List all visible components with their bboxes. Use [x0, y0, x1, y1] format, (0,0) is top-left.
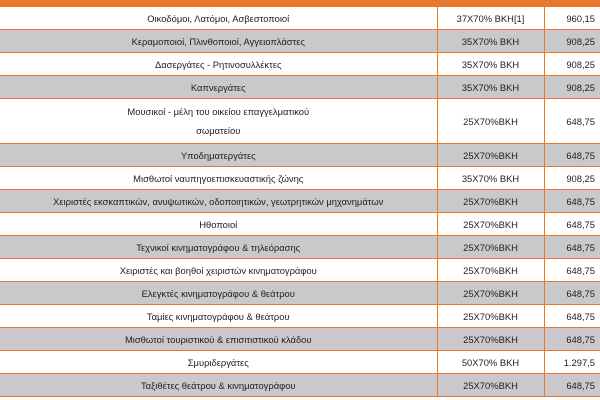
formula-cell: 25X70%ΒΚΗ	[437, 305, 544, 328]
formula-cell: 25X70%ΒΚΗ	[437, 328, 544, 351]
table-row	[0, 305, 600, 328]
table-row	[0, 99, 600, 144]
formula-cell: 25X70%ΒΚΗ	[437, 190, 544, 213]
formula-cell: 25X70%ΒΚΗ	[437, 213, 544, 236]
amount-cell: 648,75	[544, 190, 600, 213]
formula-cell: 25X70%ΒΚΗ	[437, 99, 544, 144]
amount-cell: 960,15	[544, 7, 600, 30]
table-row	[0, 282, 600, 305]
formula-cell: 25X70%ΒΚΗ	[437, 144, 544, 167]
amount-cell: 648,75	[544, 236, 600, 259]
occupation-cell: Μισθωτοί ναυπηγοεπισκευαστικής ζώνης	[0, 167, 437, 190]
amount-cell: 648,75	[544, 213, 600, 236]
amount-cell: 648,75	[544, 259, 600, 282]
amount-cell: 1.297,5	[544, 351, 600, 374]
table-row	[0, 53, 600, 76]
occupation-text: Μουσικοί - μέλη του οικείου επαγγελματικού σωματείου	[127, 106, 310, 136]
occupation-cell: Ελεγκτές κινηματογράφου & θεάτρου	[0, 282, 437, 305]
formula-cell: 25X70%ΒΚΗ	[437, 282, 544, 305]
formula-cell: 35X70% ΒΚΗ	[437, 76, 544, 99]
occupation-cell: Ηθοποιοί	[0, 213, 437, 236]
amount-cell: 648,75	[544, 374, 600, 397]
amount-cell: 648,75	[544, 282, 600, 305]
table-row	[0, 351, 600, 374]
occupation-cell: Μισθωτοί τουριστικού & επισιτιστικού κλάδου	[0, 328, 437, 351]
table-row	[0, 190, 600, 213]
occupation-cell: Ταξιθέτες θεάτρου & κινηματογράφου	[0, 374, 437, 397]
occupation-cell: Υποδηματεργάτες	[0, 144, 437, 167]
table-row	[0, 328, 600, 351]
formula-cell: 25X70%ΒΚΗ	[437, 236, 544, 259]
occupation-cell: Κεραμοποιοί, Πλινθοποιοί, Αγγειοπλάστες	[0, 30, 437, 53]
table-row	[0, 7, 600, 30]
occupation-cell: Χειριστές εκσκαπτικών, ανυψωτικών, οδοποιητικών, γεωτρητικών μηχανημάτων	[0, 190, 437, 213]
formula-cell: 37X70% ΒΚΗ[1]	[437, 7, 544, 30]
top-accent-bar	[0, 0, 600, 7]
formula-cell: 25X70%ΒΚΗ	[437, 374, 544, 397]
table-row	[0, 213, 600, 236]
amount-cell: 648,75	[544, 305, 600, 328]
amount-cell: 908,25	[544, 167, 600, 190]
formula-cell: 50X70% ΒΚΗ	[437, 351, 544, 374]
amount-cell: 648,75	[544, 144, 600, 167]
amount-cell: 648,75	[544, 328, 600, 351]
amount-cell: 908,25	[544, 30, 600, 53]
occupation-wage-table	[0, 7, 600, 397]
amount-cell: 648,75	[544, 99, 600, 144]
formula-cell: 35X70% ΒΚΗ	[437, 53, 544, 76]
occupation-cell: Οικοδόμοι, Λατόμοι, Ασβεστοποιοί	[0, 7, 437, 30]
table-row	[0, 76, 600, 99]
occupation-cell: Δασεργάτες - Ρητινοσυλλέκτες	[0, 53, 437, 76]
occupation-cell: Καπνεργάτες	[0, 76, 437, 99]
table-row	[0, 144, 600, 167]
formula-cell: 35X70% ΒΚΗ	[437, 167, 544, 190]
occupation-cell	[0, 99, 437, 144]
amount-cell: 908,25	[544, 76, 600, 99]
occupation-cell: Χειριστές και βοηθοί χειριστών κινηματογράφου	[0, 259, 437, 282]
occupation-cell: Τεχνικοί κινηματογράφου & τηλεόρασης	[0, 236, 437, 259]
table-row	[0, 236, 600, 259]
table-row	[0, 259, 600, 282]
table-row	[0, 167, 600, 190]
occupation-cell: Σμυριδεργάτες	[0, 351, 437, 374]
table-row	[0, 374, 600, 397]
table-row	[0, 30, 600, 53]
occupation-cell: Ταμίες κινηματογράφου & θεάτρου	[0, 305, 437, 328]
formula-cell: 35X70% ΒΚΗ	[437, 30, 544, 53]
formula-cell: 25X70%ΒΚΗ	[437, 259, 544, 282]
amount-cell: 908,25	[544, 53, 600, 76]
